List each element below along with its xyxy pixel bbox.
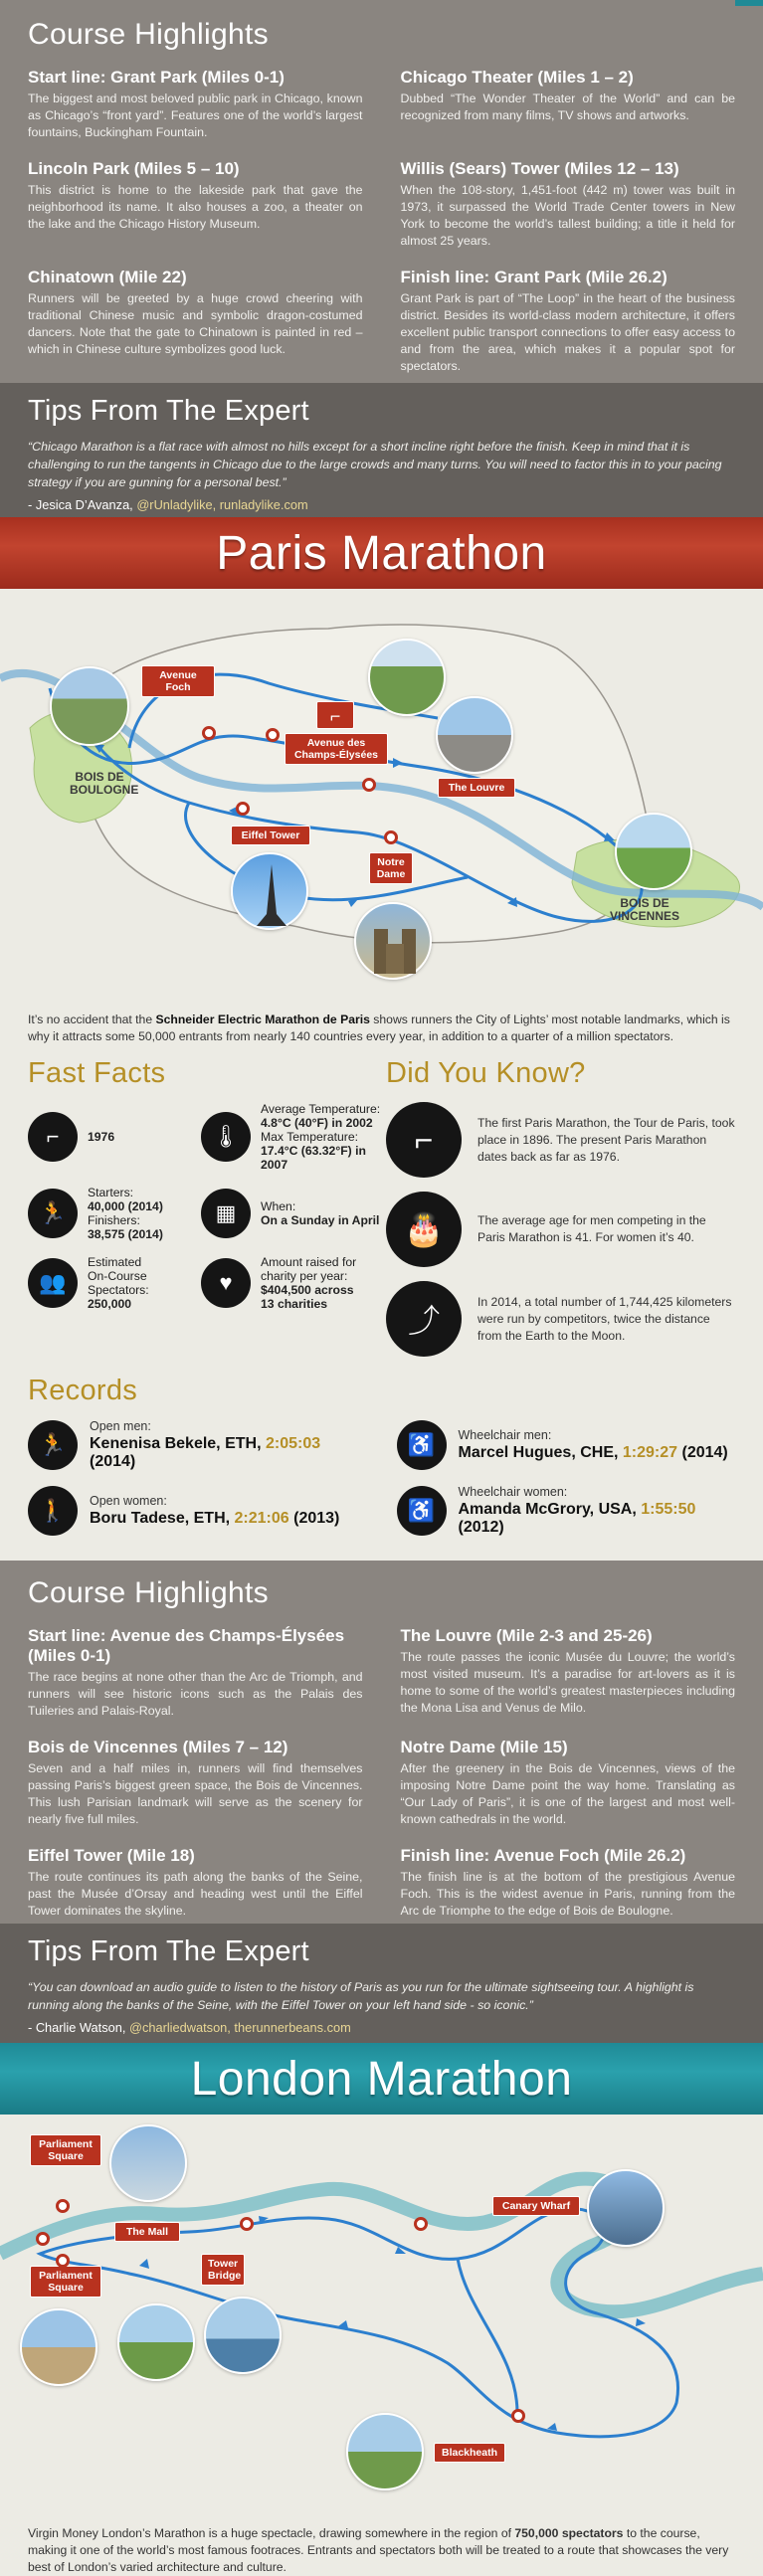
runner-man-icon: 🏃 <box>28 1420 78 1470</box>
london-title: London Marathon <box>190 2052 573 2106</box>
fast-facts-title: Fast Facts <box>28 1057 166 1089</box>
highlight-text: Dubbed “The Wonder Theater of the World” and can be recognized from many films, TV shows and artworks. <box>400 92 735 122</box>
tips-quote: “You can download an audio guide to listen to the history of Paris as you run for the ultimate sightseeing tour. A highlight is running along the banks of the Seine, with the Eiffel Tower on your left hand side - so iconic.” <box>28 1980 694 2012</box>
highlight-text: When the 108-story, 1,451-foot (442 m) tower was built in 1973, it surpassed the World Trade Center towers in New York to become the world’s tallest building; a title it held for almost 25 years. <box>400 183 735 248</box>
did-you-know-text: The average age for men competing in the Paris Marathon is 41. For women it’s 40. <box>477 1213 706 1244</box>
highlight-title: Willis (Sears) Tower (Miles 12 – 13) <box>400 159 679 178</box>
record-time: 2:21:06 <box>234 1510 289 1527</box>
highlight-item <box>401 1738 736 1828</box>
highlight-text: The biggest and most beloved public park in Chicago, known as Chicago’s “front yard”. Features one of the world’s largest fountains, Buckingham Fountain. <box>28 92 363 139</box>
record-year: (2014) <box>90 1453 136 1470</box>
map-label-louvre[interactable]: The Louvre <box>438 778 515 798</box>
map-marker-blackheath[interactable] <box>511 2409 525 2423</box>
paris-map <box>0 589 763 1002</box>
highlights-grid <box>28 68 735 375</box>
highlight-text: This district is home to the lakeside park that gave the neighborhood its name. It also houses a zoo, a theater on the lake and the Chicago History Museum. <box>28 183 363 231</box>
intro-text: It’s no accident that the <box>28 1012 156 1026</box>
record-year: (2012) <box>458 1519 504 1536</box>
did-you-know <box>386 1057 735 1357</box>
map-label-parliament-square-2[interactable]: Parliament Square <box>30 2266 101 2298</box>
runner-woman-icon: 🚶 <box>28 1486 78 1536</box>
map-label-canary-wharf[interactable]: Canary Wharf <box>492 2196 580 2216</box>
intro-text-end: shows runners the City of Lights’ most notable landmarks, which is why it attracts some 50,000 entrants from nearly 140 countries every year, in addition to a quarter of a million spectators. <box>28 1012 730 1043</box>
paris-banner <box>0 517 763 589</box>
highlight-title: Chinatown (Mile 22) <box>28 268 187 286</box>
champs-elysees-photo <box>368 639 446 716</box>
big-ben-photo <box>20 2308 97 2386</box>
highlight-item <box>28 68 363 141</box>
map-marker-parliament-square-2[interactable] <box>56 2254 70 2268</box>
birthday-cake-icon: 🎂 <box>386 1192 462 1267</box>
fact-line: Estimated <box>88 1255 142 1269</box>
highlight-item <box>28 1738 363 1828</box>
record-text <box>90 1494 339 1528</box>
highlight-text: Runners will be greeted by a huge crowd cheering with traditional Chinese music and symbolic dragon-costumed dancers. Note that the gate to Chinatown is painted in red – which in Chinese culture symbolizes good luck. <box>28 291 363 356</box>
fact-line: 4.8°C (40°F) in 2002 <box>261 1116 373 1130</box>
author-links[interactable]: @rUnladylike, runladylike.com <box>136 497 308 512</box>
eiffel-tower-photo <box>231 852 308 930</box>
highlight-title: Bois de Vincennes (Miles 7 – 12) <box>28 1738 288 1756</box>
did-you-know-list <box>386 1102 735 1357</box>
highlight-item <box>28 159 363 250</box>
highlight-item <box>401 1626 736 1720</box>
fact-line: Spectators: <box>88 1283 149 1297</box>
tips-title: Tips From The Expert <box>28 395 309 427</box>
did-you-know-item <box>386 1281 735 1357</box>
starter-pistol-icon: ⌐ <box>386 1102 462 1178</box>
paris-course-highlights <box>0 1561 763 1924</box>
map-label-champs-elysees[interactable]: Avenue des Champs-Élysées <box>285 733 388 765</box>
author-name: - Jesica D’Avanza, <box>28 497 133 512</box>
highlight-item <box>401 68 736 141</box>
map-marker-eiffel-tower[interactable] <box>236 802 250 816</box>
intro-text: Virgin Money London’s Marathon is a huge spectacle, drawing somewhere in the region of <box>28 2526 515 2540</box>
map-label-parliament-square-1[interactable]: Parliament Square <box>30 2134 101 2166</box>
intro-text-end: to the course, making it one of the world’s most famous footraces. Entrants and spectators both will be treated to a route that showcases the very best of London’s varied architecture and culture. <box>28 2526 729 2574</box>
author-links[interactable]: @charliedwatson, therunnerbeans.com <box>128 2020 351 2035</box>
canary-wharf-photo <box>587 2169 665 2247</box>
avenue-foch-photo <box>50 666 129 746</box>
fact-text <box>261 1102 386 1172</box>
chicago-course-highlights <box>0 0 763 383</box>
fact-line: 17.4°C (63.32°F) in 2007 <box>261 1144 366 1172</box>
fast-facts-grid <box>28 1102 386 1311</box>
tower-bridge-photo <box>204 2297 282 2374</box>
record-holder: Marcel Hugues, CHE, <box>458 1444 619 1461</box>
tips-quote: “Chicago Marathon is a flat race with almost no hills except for a short incline right before the finish. Keep in mind that it is challenging to run the tangents in Chicago due to the large crowds and many turns. You will need to factor this in to your pacing strategy if you are gunning for a personal best.” <box>28 440 722 489</box>
map-label-the-mall[interactable]: The Mall <box>114 2222 180 2242</box>
paris-tips <box>0 1924 763 2043</box>
section-title: Course Highlights <box>28 1576 269 1609</box>
record-value <box>90 1510 339 1528</box>
highlight-title: Chicago Theater (Miles 1 – 2) <box>400 68 634 87</box>
highlight-text: Seven and a half miles in, runners will find themselves passing Paris’s biggest green space, the Bois de Vincennes. This lush Parisian landmark will serve as the scenery for nearly five full miles. <box>28 1761 363 1826</box>
map-label-notre-dame[interactable]: Notre Dame <box>369 852 413 884</box>
fact-line: When: <box>261 1199 296 1213</box>
louvre-photo <box>436 696 513 774</box>
wheelchair-icon: ♿ <box>397 1420 447 1470</box>
record-value <box>90 1435 367 1471</box>
record-time: 1:29:27 <box>622 1444 678 1461</box>
nelson-column-photo <box>109 2124 187 2202</box>
highlight-title: Finish line: Grant Park (Mile 26.2) <box>400 268 668 286</box>
map-marker-louvre[interactable] <box>362 778 376 792</box>
facts-section <box>0 1057 763 1357</box>
tips-author <box>28 2020 735 2035</box>
highlight-text: The route passes the iconic Musée du Louvre; the world’s most visited museum. It’s a paradise for art-lovers as it is home to some of the world’s greatest masterpieces including the Mona Lisa and Venus de Milo. <box>400 1650 735 1715</box>
fact-text <box>261 1199 379 1227</box>
highlight-title: Notre Dame (Mile 15) <box>400 1738 568 1756</box>
record-text <box>459 1485 736 1537</box>
highlight-title: Lincoln Park (Miles 5 – 10) <box>28 159 240 178</box>
did-you-know-text: In 2014, a total number of 1,744,425 kilometers were run by competitors, twice the distance from the Earth to the Moon. <box>477 1294 732 1343</box>
section-title: Course Highlights <box>28 18 269 51</box>
map-marker-parliament-square-1[interactable] <box>56 2199 70 2213</box>
fact-line: Amount raised for <box>261 1255 357 1269</box>
highlight-text: Grant Park is part of “The Loop” in the heart of the business district. Besides its world-class modern architecture, it offers excellent public transport connections to offer easy access to and from the area, which makes it a popular spot for spectators. <box>400 291 735 373</box>
fact-line: Finishers: <box>88 1213 140 1227</box>
notre-dame-photo <box>354 902 432 980</box>
fact-line: Average Temperature: <box>261 1102 381 1116</box>
record-value <box>459 1444 728 1462</box>
fact-line: $404,500 across <box>261 1283 354 1297</box>
eiffel-tower-icon <box>233 854 310 932</box>
fact-line: 38,575 (2014) <box>88 1227 163 1241</box>
map-marker-champs-elysees[interactable] <box>266 728 280 742</box>
highlight-title: Start line: Avenue des Champs-Élysées (Miles 0-1) <box>28 1626 345 1665</box>
starter-pistol-map-icon: ⌐ <box>316 701 354 729</box>
record-item <box>397 1485 736 1537</box>
highlight-item <box>28 1846 363 1920</box>
thermometer-icon: 🌡 <box>201 1112 251 1162</box>
chicago-tips <box>0 383 763 517</box>
fact-text <box>88 1186 163 1241</box>
did-you-know-item <box>386 1102 735 1178</box>
record-text <box>459 1428 728 1462</box>
map-label-avenue-foch[interactable]: Avenue Foch <box>141 665 215 697</box>
calendar-icon: ▦ <box>201 1189 251 1238</box>
records-title: Records <box>28 1375 138 1406</box>
london-intro <box>0 2525 763 2576</box>
map-marker-notre-dame[interactable] <box>384 830 398 844</box>
record-item <box>28 1485 367 1537</box>
record-year: (2014) <box>681 1444 728 1461</box>
fact-line: charity per year: <box>261 1269 348 1283</box>
highlight-title: Start line: Grant Park (Miles 0-1) <box>28 68 285 87</box>
highlight-title: Finish line: Avenue Foch (Mile 26.2) <box>400 1846 686 1865</box>
fact-text <box>261 1255 356 1311</box>
highlights-grid <box>28 1626 735 1920</box>
map-marker-canary-wharf[interactable] <box>414 2217 428 2231</box>
fact-text <box>88 1255 149 1311</box>
did-you-know-text: The first Paris Marathon, the Tour de Paris, took place in 1896. The present Paris Marathon dates back as far as 1976. <box>477 1115 735 1164</box>
paris-intro <box>0 1012 763 1045</box>
fact-line: On a Sunday in April <box>261 1213 380 1227</box>
record-year: (2013) <box>293 1510 340 1527</box>
highlight-item <box>401 268 736 375</box>
fact-item <box>201 1255 386 1311</box>
record-value <box>459 1501 736 1537</box>
fact-item <box>28 1186 195 1241</box>
records-section <box>0 1375 763 1537</box>
route-pin-icon: ⤴ <box>386 1281 462 1357</box>
intro-bold: Schneider Electric Marathon de Paris <box>155 1012 370 1026</box>
fact-line: 250,000 <box>88 1297 132 1311</box>
map-marker-tower-bridge[interactable] <box>240 2217 254 2231</box>
fact-item <box>201 1102 386 1172</box>
paris-title: Paris Marathon <box>216 526 547 580</box>
highlight-text: The race begins at none other than the Arc de Triomph, and runners will see historic icons such as the Palais des Tuileries and Palais-Royal. <box>28 1670 363 1718</box>
blackheath-photo <box>346 2413 424 2490</box>
starter-pistol-icon: ⌐ <box>28 1112 78 1162</box>
tips-author <box>28 497 735 512</box>
heart-icon: ♥ <box>201 1258 251 1308</box>
highlight-title: Eiffel Tower (Mile 18) <box>28 1846 195 1865</box>
records-grid <box>28 1419 735 1537</box>
fact-item <box>28 1255 195 1311</box>
notre-dame-icon <box>356 904 434 982</box>
fact-item <box>201 1186 386 1241</box>
intro-bold: 750,000 spectators <box>514 2526 624 2540</box>
fact-item <box>28 1102 195 1172</box>
did-you-know-title: Did You Know? <box>386 1057 586 1089</box>
highlight-item <box>28 1626 363 1720</box>
record-label: Wheelchair men: <box>458 1428 552 1442</box>
record-holder: Kenenisa Bekele, ETH, <box>90 1435 262 1452</box>
spectators-icon: 👥 <box>28 1258 78 1308</box>
london-map <box>0 2115 763 2517</box>
record-time: 2:05:03 <box>265 1435 321 1452</box>
map-label-tower-bridge[interactable]: Tower Bridge <box>201 2254 245 2286</box>
record-label: Open women: <box>90 1494 167 1508</box>
record-text <box>90 1419 367 1471</box>
record-item <box>28 1419 367 1471</box>
highlight-title: The Louvre (Mile 2-3 and 25-26) <box>400 1626 653 1645</box>
the-mall-photo <box>117 2303 195 2381</box>
author-name: - Charlie Watson, <box>28 2020 126 2035</box>
fact-line: 1976 <box>88 1130 115 1144</box>
wheelchair-icon: ♿ <box>397 1486 447 1536</box>
highlight-item <box>401 159 736 250</box>
map-marker-start[interactable] <box>36 2232 50 2246</box>
record-label: Open men: <box>90 1419 151 1433</box>
fast-facts <box>28 1057 386 1357</box>
map-marker-avenue-foch[interactable] <box>202 726 216 740</box>
bois-de-vincennes-photo <box>615 813 692 890</box>
fact-line: On-Course <box>88 1269 147 1283</box>
map-label-eiffel-tower[interactable]: Eiffel Tower <box>231 826 310 845</box>
fact-line: Starters: <box>88 1186 134 1199</box>
record-holder: Amanda McGrory, USA, <box>458 1501 637 1518</box>
highlight-item <box>401 1846 736 1920</box>
fact-line: 40,000 (2014) <box>88 1199 163 1213</box>
highlight-item <box>28 268 363 375</box>
highlight-text: The route continues its path along the banks of the Seine, past the Musée d’Orsay and heading west until the Eiffel Tower dominates the skyline. <box>28 1870 363 1918</box>
runner-icon: 🏃 <box>28 1189 78 1238</box>
record-label: Wheelchair women: <box>458 1485 568 1499</box>
london-banner <box>0 2043 763 2115</box>
highlight-text: The finish line is at the bottom of the prestigious Avenue Foch. This is the widest avenue in Paris, running from the Arc de Triomphe to the edge of Bois de Boulogne. <box>400 1870 735 1918</box>
map-label-blackheath[interactable]: Blackheath <box>434 2443 505 2463</box>
record-holder: Boru Tadese, ETH, <box>90 1510 231 1527</box>
fact-line: 13 charities <box>261 1297 328 1311</box>
fact-line: Max Temperature: <box>261 1130 358 1144</box>
highlight-text: After the greenery in the Bois de Vincennes, views of the imposing Notre Dame point the way home. Translating as “Our Lady of Paris”, it is one of the largest and most well-known cathedrals in the world. <box>400 1761 735 1826</box>
tips-title: Tips From The Expert <box>28 1935 309 1967</box>
fact-text <box>88 1130 114 1144</box>
bois-de-boulogne-label: BOIS DE BOULOGNE <box>70 770 139 797</box>
bois-de-vincennes-label: BOIS DE VINCENNES <box>609 896 679 923</box>
record-time: 1:55:50 <box>641 1501 696 1518</box>
did-you-know-item <box>386 1192 735 1267</box>
record-item <box>397 1419 736 1471</box>
top-accent <box>735 0 763 6</box>
